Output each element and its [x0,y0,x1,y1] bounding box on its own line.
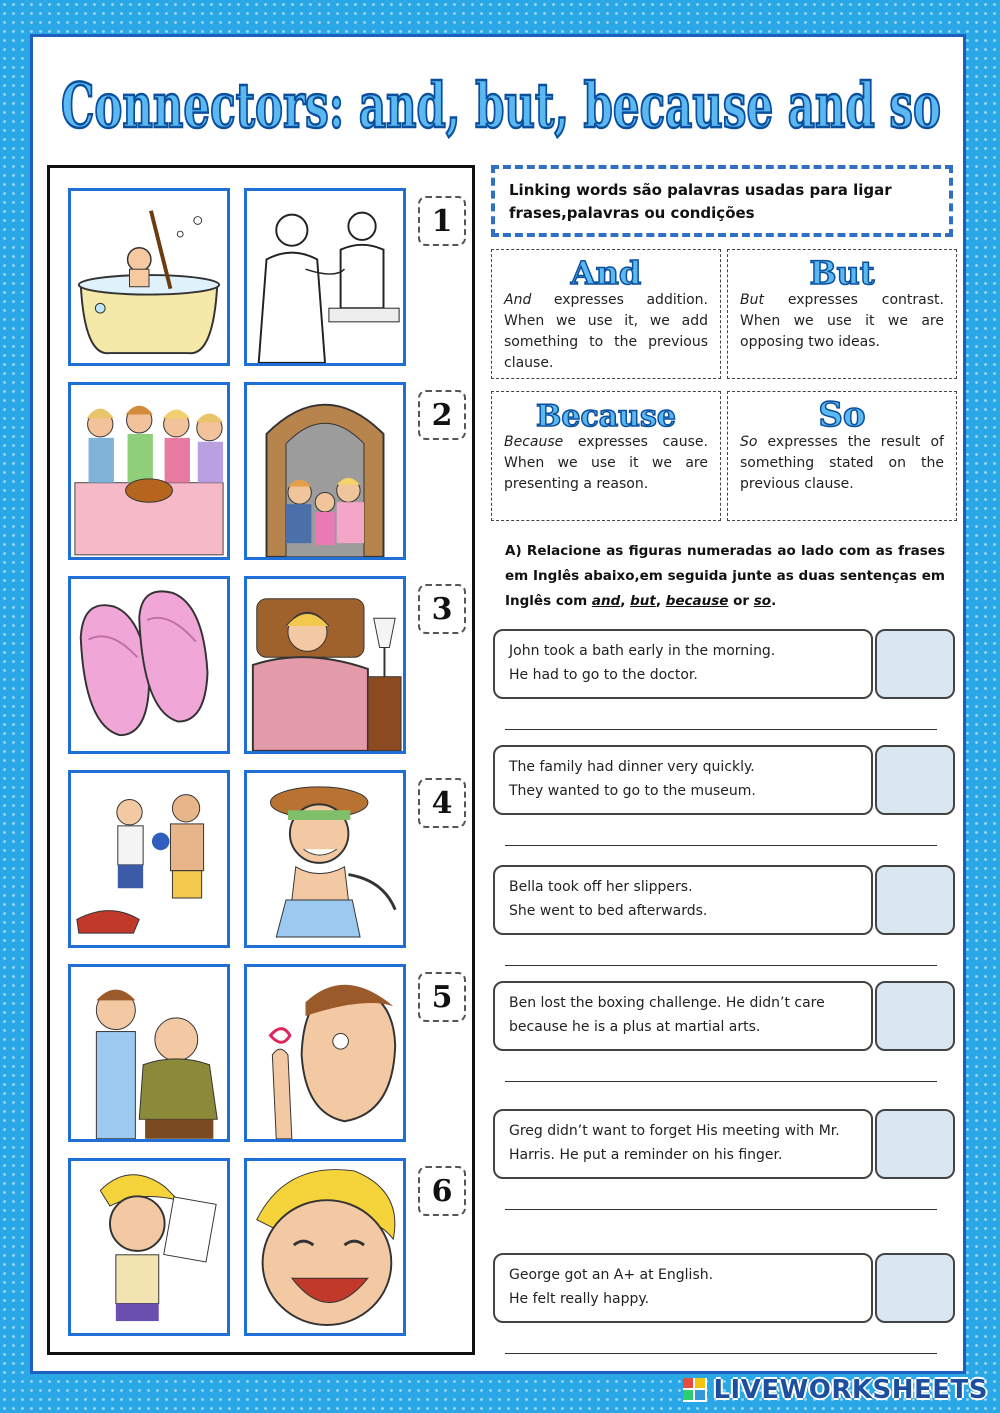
pictures-panel [47,165,475,1355]
answer-line[interactable] [505,1081,937,1082]
picture-slippers [68,576,230,754]
picture-number-4: 4 [418,778,466,828]
picture-a-plus-boy [68,1158,230,1336]
exercise-item [493,981,963,1099]
picture-number-5: 5 [418,972,466,1022]
sentence-box [493,865,873,935]
answer-line[interactable] [505,845,937,846]
picture-doctor [244,188,406,366]
exercise-item [493,629,963,747]
sentence-box [493,1109,873,1179]
definition-and [491,249,721,379]
definition-because-text: Because expresses cause. When we use it we are presenting a reason. [504,434,708,492]
definition-but-text: But expresses contrast. When we use it we are opposing two ideas. [740,292,944,350]
picture-number-1: 1 [418,196,466,246]
picture-bath [68,188,230,366]
sentence-line: He had to go to the doctor. [509,667,698,683]
definition-so [727,391,957,521]
definition-and-heading: And [570,254,642,290]
title-text: Connectors: and, but, because and so [61,69,941,142]
sentence-box [493,745,873,815]
sentence-line: She went to bed afterwards. [509,903,708,919]
answer-number-input[interactable] [875,865,955,935]
definition-so-text: So expresses the result of something stated on the previous clause. [740,434,944,492]
picture-number-2: 2 [418,390,466,440]
picture-finger-reminder [244,964,406,1142]
sentence-line: They wanted to go to the museum. [509,783,756,799]
exercise-instruction: A) Relacione as figuras numeradas ao lado com as frases em Inglês abaixo,em seguida junte as duas sentenças em Inglês com and, but, because or so. [505,543,945,609]
sentence-line: George got an A+ at English. [509,1267,714,1283]
intro-box: Linking words são palavras usadas para ligar frases,palavras ou condições [491,165,953,237]
answer-line[interactable] [505,965,937,966]
answer-number-input[interactable] [875,1109,955,1179]
definition-but-heading: But [809,254,875,290]
exercise-item [493,1253,963,1371]
answer-number-input[interactable] [875,981,955,1051]
answer-line[interactable] [505,1353,937,1354]
answer-number-input[interactable] [875,629,955,699]
picture-family-dinner [68,382,230,560]
definition-and-text: And expresses addition. When we use it, we add something to the previous clause. [504,292,708,371]
worksheet-page [30,34,966,1374]
picture-girl-in-bed [244,576,406,754]
definition-but [727,249,957,379]
liveworksheets-logo-icon [683,1378,707,1402]
page-title [33,55,969,147]
sentence-line: Greg didn’t want to forget His meeting with Mr. [509,1123,840,1139]
sentence-line: He felt really happy. [509,1291,650,1307]
sentence-line: Ben lost the boxing challenge. He didn’t care [509,995,825,1011]
definition-because [491,391,721,521]
answer-line[interactable] [505,729,937,730]
sentence-line: Harris. He put a reminder on his finger. [509,1147,783,1163]
sentence-line: John took a bath early in the morning. [509,643,776,659]
picture-boxing [68,770,230,948]
liveworksheets-brand [683,1375,988,1405]
picture-number-3: 3 [418,584,466,634]
answer-line[interactable] [505,1209,937,1210]
sentence-line: Bella took off her slippers. [509,879,693,895]
sentence-box [493,629,873,699]
answer-number-input[interactable] [875,1253,955,1323]
definition-because-heading: Because [536,399,676,432]
picture-happy-boy [244,1158,406,1336]
picture-karate-boy [244,770,406,948]
sentence-line: because he is a plus at martial arts. [509,1019,761,1035]
sentence-box [493,1253,873,1323]
exercise-item [493,865,963,983]
definition-so-heading: So [818,396,866,432]
picture-mr-harris [68,964,230,1142]
answer-number-input[interactable] [875,745,955,815]
picture-museum-door [244,382,406,560]
sentence-line: The family had dinner very quickly. [509,759,755,775]
sentence-box [493,981,873,1051]
brand-text: LIVEWORKSHEETS [713,1375,988,1405]
exercise-item [493,745,963,863]
exercise-item [493,1109,963,1227]
picture-number-6: 6 [418,1166,466,1216]
